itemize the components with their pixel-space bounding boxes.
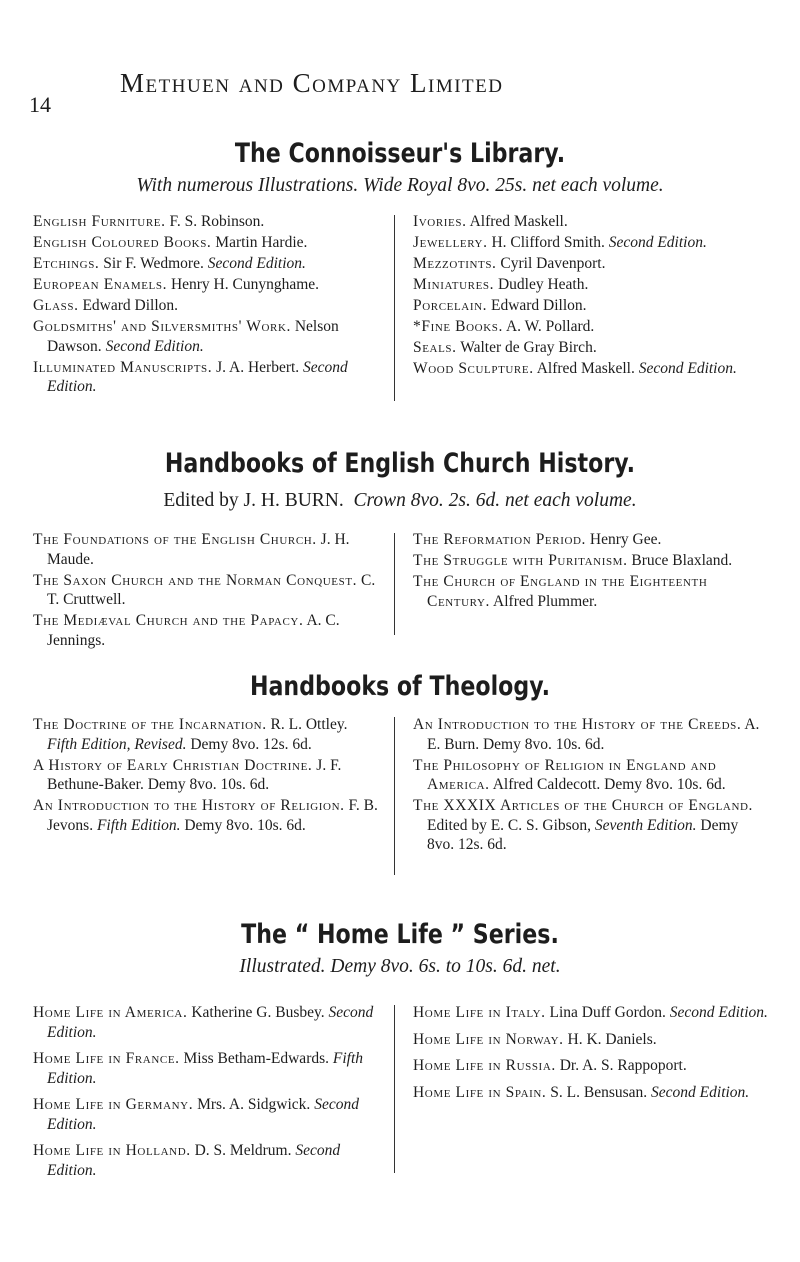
book-entry <box>413 551 768 571</box>
book-title: Seals. <box>413 339 457 356</box>
section-left-column <box>33 715 378 837</box>
section-left-column <box>33 212 378 398</box>
section-right-column <box>413 1003 768 1109</box>
book-entry <box>413 359 768 379</box>
book-price: Demy 8vo. 10s. 6d. <box>482 735 605 753</box>
book-title: The Struggle with Puritanism. <box>413 552 628 569</box>
book-entry <box>413 212 768 232</box>
book-entry <box>33 296 378 316</box>
book-author: F. S. Robinson. <box>169 213 265 230</box>
book-author: J. A. Herbert. <box>216 358 300 376</box>
book-edition: Second Edition. <box>651 1083 750 1101</box>
book-title: Illuminated Manuscripts. <box>33 358 213 376</box>
book-title: Goldsmiths' and Silversmiths' Work. <box>33 318 291 335</box>
section-title: Handbooks of Theology. <box>249 671 551 702</box>
section-left-column <box>33 530 378 652</box>
column-divider <box>394 717 395 875</box>
book-edition: Second Edition. <box>207 255 306 272</box>
book-entry <box>413 317 768 337</box>
book-title: The Reformation Period. <box>413 531 587 548</box>
book-title: Porcelain. <box>413 297 488 314</box>
book-entry <box>413 1003 768 1023</box>
book-title: Wood Sculpture. <box>413 360 534 377</box>
book-title: English Coloured Books. <box>33 234 212 251</box>
book-entry <box>33 212 378 232</box>
book-entry <box>33 275 378 295</box>
book-entry <box>33 1049 378 1088</box>
section-right-column <box>413 715 768 856</box>
book-edition: Second Edition. <box>47 1142 341 1179</box>
book-entry <box>33 1141 378 1180</box>
book-author: Alfred Maskell. <box>536 360 635 377</box>
book-edition: Second Edition. <box>638 360 737 377</box>
book-author: Miss Betham-Edwards. <box>183 1050 330 1067</box>
book-author: H. K. Daniels. <box>567 1030 657 1048</box>
book-entry <box>33 756 378 795</box>
book-title: The XXXIX Articles of the Church of England. <box>413 797 754 814</box>
book-author: J. H. Maude. <box>47 531 350 568</box>
book-entry <box>33 1003 378 1042</box>
book-edition: Second Edition. <box>47 358 348 395</box>
book-author: Dudley Heath. <box>497 276 589 293</box>
book-price: Demy 8vo. 10s. 6d. <box>184 816 306 834</box>
book-title: Home Life in France. <box>33 1050 180 1067</box>
book-title: European Enamels. <box>33 276 168 293</box>
book-author: Bruce Blaxland. <box>631 552 733 569</box>
book-author: Henry H. Cunynghame. <box>170 276 320 293</box>
book-title: The Foundations of the English Church. <box>33 531 317 548</box>
section-right-column <box>413 530 768 613</box>
book-price: Demy 8vo. 10s. 6d. <box>147 776 270 793</box>
book-price: Demy 8vo. 12s. 6d. <box>427 816 739 853</box>
section-title: The Connoisseur's Library. <box>234 138 566 169</box>
column-divider <box>394 1005 395 1173</box>
book-entry <box>413 254 768 274</box>
book-author: Edward Dillon. <box>490 297 587 314</box>
book-author: J. F. Bethune-Baker. <box>47 756 342 793</box>
book-title: Home Life in America. <box>33 1004 188 1021</box>
book-title: The Doctrine of the Incarnation. <box>33 716 267 733</box>
book-title: Etchings. <box>33 255 100 272</box>
book-author: Nelson Dawson. <box>47 318 339 355</box>
book-edition: Second Edition. <box>608 234 707 251</box>
book-title: A History of Early Christian Doctrine. <box>33 756 313 774</box>
book-author: Sir F. Wedmore. <box>103 255 204 272</box>
book-entry <box>413 275 768 295</box>
book-entry <box>413 715 768 754</box>
column-divider <box>394 215 395 401</box>
page-number: 14 <box>29 92 51 117</box>
book-entry <box>413 1030 768 1050</box>
column-divider <box>394 533 395 635</box>
book-author: Alfred Plummer. <box>493 592 598 610</box>
book-title: Home Life in Spain. <box>413 1083 547 1101</box>
book-author: A. W. Pollard. <box>505 318 595 335</box>
book-edition: Second Edition. <box>105 337 204 355</box>
section-title: Handbooks of English Church History. <box>164 448 636 479</box>
book-entry <box>413 572 768 611</box>
book-entry <box>413 296 768 316</box>
book-entry <box>413 338 768 358</box>
book-edition: Fifth Edition. <box>96 816 181 834</box>
book-title: An Introduction to the History of the Creeds. <box>413 716 742 733</box>
book-entry <box>413 1056 768 1076</box>
book-author: Katherine G. Busbey. <box>191 1004 325 1021</box>
book-edition: Second Edition. <box>669 1004 768 1021</box>
book-entry <box>33 611 378 650</box>
book-author: Alfred Maskell. <box>469 213 568 230</box>
book-entry <box>33 530 378 569</box>
book-entry <box>33 317 378 356</box>
section-left-column <box>33 1003 378 1187</box>
book-entry <box>33 796 378 835</box>
book-edition: Seventh Edition. <box>594 816 697 834</box>
book-edition: Fifth Edition, Revised. <box>47 735 187 753</box>
book-entry <box>413 530 768 550</box>
section-subtitle: Edited by J. H. BURN. Crown 8vo. 2s. 6d. net each volume. <box>163 490 637 511</box>
book-edition: Fifth Edition. <box>47 1050 364 1087</box>
book-title: Glass. <box>33 297 79 314</box>
book-price: Demy 8vo. 10s. 6d. <box>604 776 726 793</box>
book-title: English Furniture. <box>33 213 166 230</box>
book-entry <box>33 715 378 754</box>
book-author: A. E. Burn. <box>427 716 760 753</box>
book-title: An Introduction to the History of Religion. <box>33 797 345 814</box>
book-author: Henry Gee. <box>589 531 662 548</box>
book-title: Home Life in Germany. <box>33 1096 194 1113</box>
book-title: Home Life in Holland. <box>33 1142 191 1159</box>
book-author: C. T. Cruttwell. <box>47 571 376 608</box>
book-author: Edward Dillon. <box>82 297 179 314</box>
book-title: The Mediæval Church and the Papacy. <box>33 612 304 629</box>
book-title: Miniatures. <box>413 276 495 293</box>
book-author: F. B. Jevons. <box>47 797 378 834</box>
book-price: Demy 8vo. 12s. 6d. <box>190 735 312 753</box>
section-title: The “ Home Life ” Series. <box>241 919 559 950</box>
book-title: Mezzotints. <box>413 255 497 272</box>
book-title: Jewellery. <box>413 234 488 251</box>
book-title: Home Life in Italy. <box>413 1004 546 1021</box>
book-entry <box>33 1095 378 1134</box>
book-author: Mrs. A. Sidgwick. <box>197 1096 311 1113</box>
book-author: A. C. Jennings. <box>47 612 340 649</box>
book-title: The Church of England in the Eighteenth Century. <box>413 573 708 610</box>
book-entry <box>413 233 768 253</box>
book-title: Ivories. <box>413 213 467 230</box>
book-author: Walter de Gray Birch. <box>460 339 597 356</box>
section-subtitle: With numerous Illustrations. Wide Royal 8vo. 25s. net each volume. <box>136 175 664 196</box>
book-author: Martin Hardie. <box>215 234 308 251</box>
book-title: The Philosophy of Religion in England and America. <box>413 756 717 793</box>
section-right-column <box>413 212 768 380</box>
book-entry <box>413 1083 768 1103</box>
book-entry <box>413 796 768 855</box>
book-entry <box>413 756 768 795</box>
book-author: D. S. Meldrum. <box>194 1142 292 1159</box>
book-entry <box>33 254 378 274</box>
section-subtitle: Illustrated. Demy 8vo. 6s. to 10s. 6d. net. <box>239 956 561 977</box>
book-author: Alfred Caldecott. <box>492 776 601 793</box>
book-entry <box>33 358 378 397</box>
book-edition: Second Edition. <box>47 1004 374 1041</box>
book-entry <box>33 233 378 253</box>
book-title: Home Life in Norway. <box>413 1030 564 1048</box>
book-edition: Second Edition. <box>47 1096 359 1133</box>
book-author: H. Clifford Smith. <box>491 234 605 251</box>
book-author: Cyril Davenport. <box>500 255 606 272</box>
book-author: Dr. A. S. Rappoport. <box>559 1057 687 1074</box>
book-title: Home Life in Russia. <box>413 1057 556 1074</box>
book-title: The Saxon Church and the Norman Conquest. <box>33 571 358 589</box>
book-entry <box>33 571 378 610</box>
book-title: *Fine Books. <box>413 318 503 335</box>
book-author: Lina Duff Gordon. <box>549 1004 666 1021</box>
book-author: Edited by E. C. S. Gibson, <box>427 816 592 834</box>
running-head: Methuen and Company Limited <box>120 68 504 98</box>
book-author: R. L. Ottley. <box>270 716 348 733</box>
book-author: S. L. Bensusan. <box>550 1083 648 1101</box>
